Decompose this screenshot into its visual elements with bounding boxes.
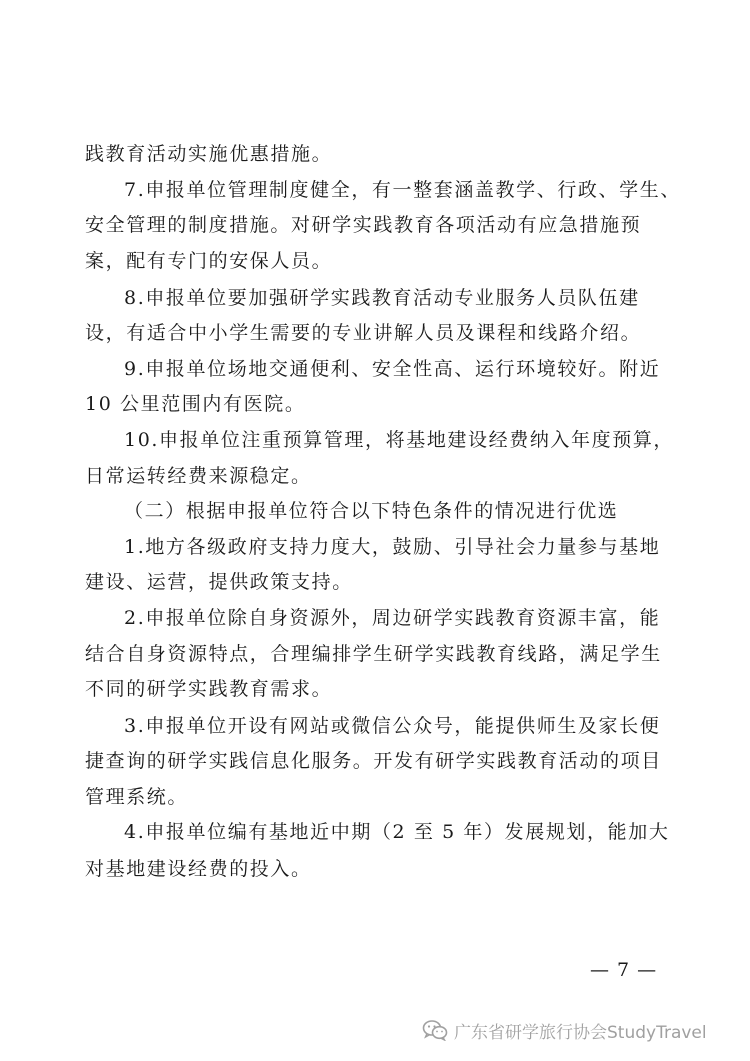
watermark-text: 广东省研学旅行协会StudyTravel <box>454 1022 707 1043</box>
page-number: — 7 — <box>590 959 658 981</box>
text-line: 设，有适合中小学生需要的专业讲解人员及课程和线路介绍。 <box>85 322 642 344</box>
text-line: 建设、运营，提供政策支持。 <box>85 571 353 593</box>
text-line: 4.申报单位编有基地近中期（2 至 5 年）发展规划，能加大 <box>124 821 670 843</box>
wechat-icon <box>422 1019 448 1041</box>
text-line: 践教育活动实施优惠措施。 <box>85 143 333 165</box>
text-line: 9.申报单位场地交通便利、安全性高、运行环境较好。附近 <box>124 358 661 380</box>
text-line: 10 公里范围内有医院。 <box>85 393 306 415</box>
watermark <box>422 1016 707 1044</box>
text-line: 10.申报单位注重预算管理，将基地建设经费纳入年度预算， <box>124 429 675 451</box>
text-line: 日常运转经费来源稳定。 <box>85 465 312 487</box>
text-line: 安全管理的制度措施。对研学实践教育各项活动有应急措施预 <box>85 214 642 236</box>
text-line: 7.申报单位管理制度健全，有一整套涵盖教学、行政、学生、 <box>124 179 681 201</box>
text-line: 1.地方各级政府支持力度大，鼓励、引导社会力量参与基地 <box>124 536 661 558</box>
text-line: 捷查询的研学实践信息化服务。开发有研学实践教育活动的项目 <box>85 750 662 772</box>
text-line: 8.申报单位要加强研学实践教育活动专业服务人员队伍建 <box>124 287 640 309</box>
text-line: 案，配有专门的安保人员。 <box>85 250 333 272</box>
text-line: 2.申报单位除自身资源外，周边研学实践教育资源丰富，能 <box>124 607 661 629</box>
text-line: 不同的研学实践教育需求。 <box>85 678 333 700</box>
section-heading: （二）根据申报单位符合以下特色条件的情况进行优选 <box>124 500 619 522</box>
text-line: 管理系统。 <box>85 786 189 808</box>
text-line: 结合自身资源特点，合理编排学生研学实践教育线路，满足学生 <box>85 643 662 665</box>
text-line: 3.申报单位开设有网站或微信公众号，能提供师生及家长便 <box>124 715 661 737</box>
text-line: 对基地建设经费的投入。 <box>85 858 312 880</box>
